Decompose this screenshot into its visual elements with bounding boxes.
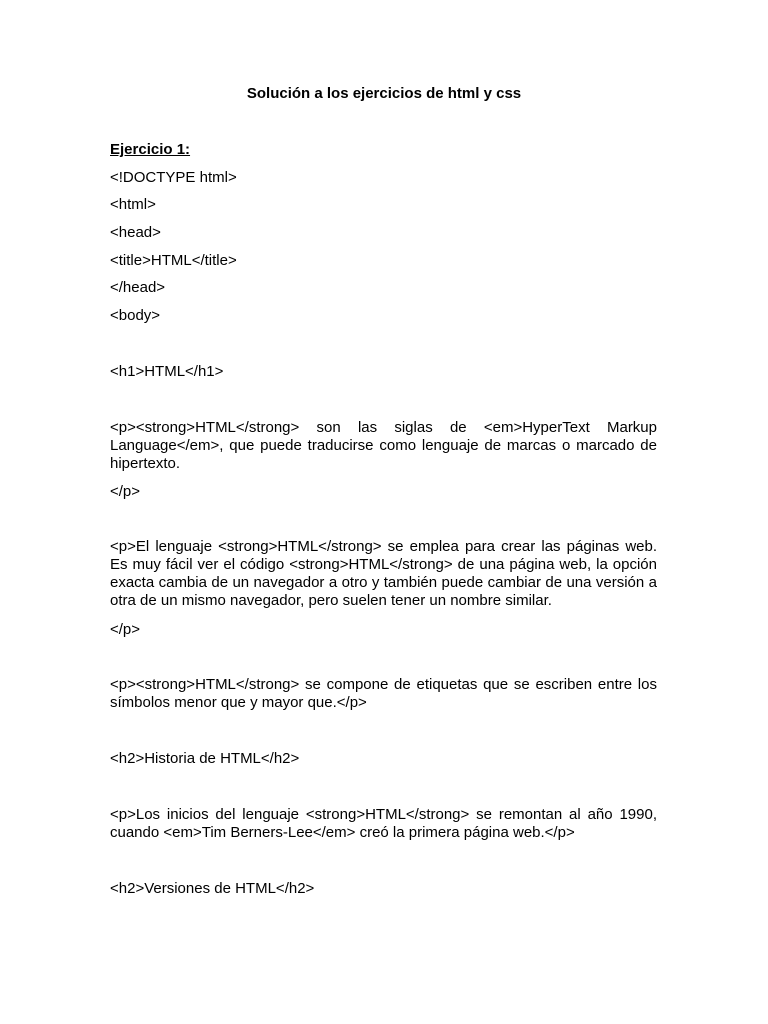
code-line-h2-historia: <h2>Historia de HTML</h2> bbox=[110, 750, 300, 767]
code-paragraph-3: <p><strong>HTML</strong> se compone de etiquetas que se escriben entre los símbolos menor que y mayor que.</p> bbox=[110, 676, 657, 711]
code-line-h2-versiones: <h2>Versiones de HTML</h2> bbox=[110, 880, 315, 897]
code-paragraph-2: <p>El lenguaje <strong>HTML</strong> se emplea para crear las páginas web. Es muy fácil ver el código <strong>HTML</strong> de una página web, la opción exacta cambia de un navegador a otro y también puede cambiar de una versión a otra de un mismo navegador, pero suelen tener un nombre similar. bbox=[110, 538, 657, 609]
code-line-html-open: <html> bbox=[110, 196, 156, 213]
code-paragraph-1: <p><strong>HTML</strong> son las siglas de <em>HyperText Markup Language</em>, que puede traducirse como lenguaje de marcas o marcado de hipertexto. bbox=[110, 419, 657, 472]
code-line-head-close: </head> bbox=[110, 279, 166, 296]
exercise-heading: Ejercicio 1: bbox=[110, 141, 191, 158]
document-title: Solución a los ejercicios de html y css bbox=[246, 85, 522, 102]
code-paragraph-4: <p>Los inicios del lenguaje <strong>HTML</strong> se remontan al año 1990, cuando <em>Tim Berners-Lee</em> creó la primera página web.</p> bbox=[110, 806, 657, 841]
code-line-p2-close: </p> bbox=[110, 621, 141, 638]
code-line-h1: <h1>HTML</h1> bbox=[110, 363, 224, 380]
code-line-doctype: <!DOCTYPE html> bbox=[110, 169, 237, 186]
code-line-p1-close: </p> bbox=[110, 483, 141, 500]
code-line-title: <title>HTML</title> bbox=[110, 252, 237, 269]
code-line-body-open: <body> bbox=[110, 307, 161, 324]
code-line-head-open: <head> bbox=[110, 224, 161, 241]
